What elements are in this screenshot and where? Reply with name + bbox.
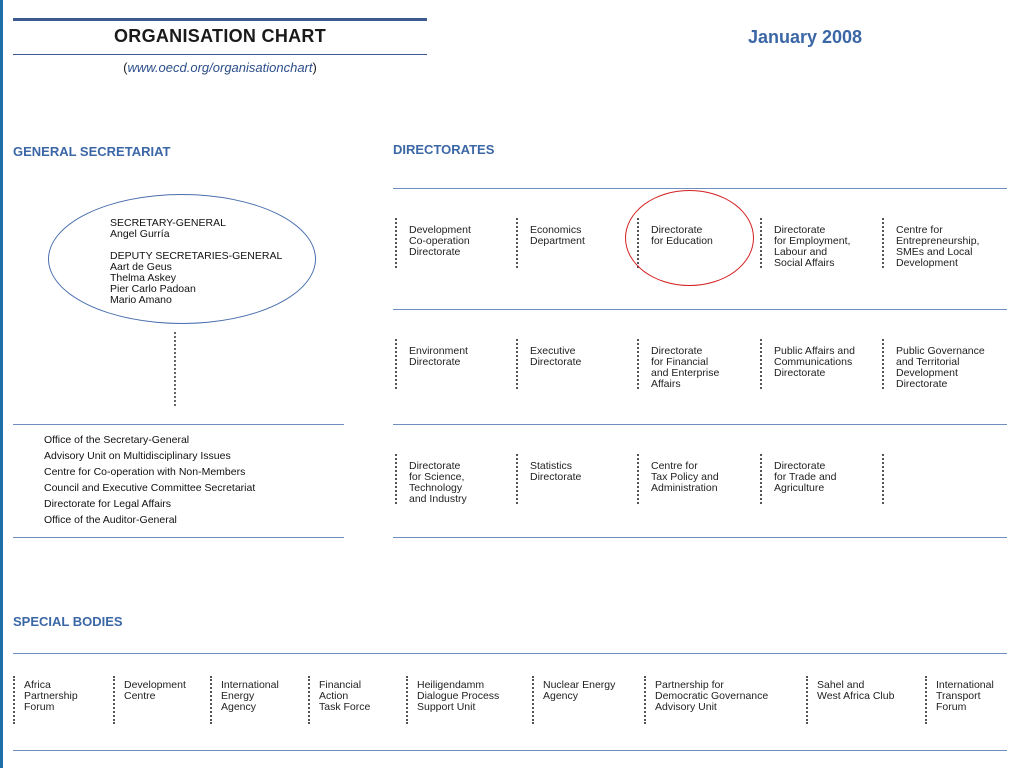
chart-title: ORGANISATION CHART bbox=[113, 26, 327, 46]
directorate-item: Executive Directorate bbox=[530, 345, 582, 368]
directorate-item: Directorate for Financial and Enterprise Affairs bbox=[651, 345, 720, 390]
column-separator bbox=[395, 218, 397, 268]
secretariat-rule-top bbox=[13, 424, 344, 425]
office-item: Directorate for Legal Affairs bbox=[44, 498, 172, 510]
special-body-item: Nuclear Energy Agency bbox=[543, 679, 616, 702]
column-separator bbox=[882, 339, 884, 389]
special-body-item: Africa Partnership Forum bbox=[24, 679, 78, 713]
special-body-item: International Energy Agency bbox=[221, 679, 279, 713]
office-item: Centre for Co-operation with Non-Members bbox=[44, 466, 246, 478]
directorate-item: Directorate for Education bbox=[651, 224, 713, 247]
special-body-item: International Transport Forum bbox=[936, 679, 994, 713]
office-item: Office of the Secretary-General bbox=[44, 434, 190, 446]
directorate-item: Centre for Entrepreneurship, SMEs and Local Development bbox=[896, 224, 980, 269]
column-separator bbox=[395, 339, 397, 389]
column-separator bbox=[113, 676, 115, 724]
special-bodies-heading: SPECIAL BODIES bbox=[13, 614, 123, 629]
special-body-item: Financial Action Task Force bbox=[319, 679, 371, 713]
special-body-item: Development Centre bbox=[124, 679, 186, 702]
education-highlight-circle bbox=[625, 190, 754, 286]
column-separator bbox=[637, 454, 639, 504]
left-edge-bar bbox=[0, 0, 3, 768]
directorates-rule bbox=[393, 424, 1007, 425]
column-separator bbox=[13, 676, 15, 724]
directorate-item: Centre for Tax Policy and Administration bbox=[651, 460, 719, 494]
column-separator bbox=[637, 339, 639, 389]
column-separator bbox=[516, 454, 518, 504]
directorate-item: Directorate for Science, Technology and Industry bbox=[409, 460, 467, 505]
office-item: Advisory Unit on Multidisciplinary Issues bbox=[44, 450, 231, 462]
general-secretariat-heading: GENERAL SECRETARIAT bbox=[13, 144, 171, 159]
column-separator bbox=[760, 339, 762, 389]
directorates-rule bbox=[393, 537, 1007, 538]
column-separator bbox=[516, 218, 518, 268]
secretariat-rule-bottom bbox=[13, 537, 344, 538]
column-separator bbox=[882, 218, 884, 268]
oval-connector-dots bbox=[174, 332, 176, 406]
directorates-heading: DIRECTORATES bbox=[393, 142, 495, 157]
secretary-general-names: SECRETARY-GENERAL Angel Gurría DEPUTY SECRETARIES-GENERAL Aart de Geus Thelma Askey Pier Carlo Padoan Mario Amano bbox=[110, 217, 283, 306]
column-separator bbox=[882, 454, 884, 504]
directorate-item: Public Governance and Territorial Development Directorate bbox=[896, 345, 985, 390]
url-link[interactable]: www.oecd.org/organisationchart bbox=[127, 60, 313, 75]
directorate-item: Development Co-operation Directorate bbox=[409, 224, 471, 258]
directorate-item: Directorate for Trade and Agriculture bbox=[774, 460, 837, 494]
column-separator bbox=[760, 454, 762, 504]
office-item: Council and Executive Committee Secretariat bbox=[44, 482, 256, 494]
special-bodies-rule-top bbox=[13, 653, 1007, 654]
column-separator bbox=[308, 676, 310, 724]
column-separator bbox=[406, 676, 408, 724]
directorate-item: Statistics Directorate bbox=[530, 460, 582, 483]
column-separator bbox=[516, 339, 518, 389]
directorate-item: Environment Directorate bbox=[409, 345, 468, 368]
column-separator bbox=[925, 676, 927, 724]
column-separator bbox=[210, 676, 212, 724]
directorate-item: Public Affairs and Communications Directorate bbox=[774, 345, 855, 379]
column-separator bbox=[760, 218, 762, 268]
title-rule-bottom bbox=[13, 54, 427, 55]
secretariat-office-list bbox=[44, 434, 255, 530]
column-separator bbox=[806, 676, 808, 724]
directorates-rule bbox=[393, 188, 1007, 189]
title-rule-top bbox=[13, 18, 427, 21]
directorate-item: Directorate for Employment, Labour and Social Affairs bbox=[774, 224, 851, 269]
column-separator bbox=[395, 454, 397, 504]
directorates-rule bbox=[393, 309, 1007, 310]
special-bodies-rule-bottom bbox=[13, 750, 1007, 751]
special-body-item: Heiligendamm Dialogue Process Support Unit bbox=[417, 679, 500, 713]
special-body-item: Partnership for Democratic Governance Advisory Unit bbox=[655, 679, 769, 713]
chart-url: (www.oecd.org/organisationchart) bbox=[123, 60, 317, 75]
directorate-item: Economics Department bbox=[530, 224, 585, 247]
special-body-item: Sahel and West Africa Club bbox=[817, 679, 895, 702]
office-item: Office of the Auditor-General bbox=[44, 514, 177, 526]
column-separator bbox=[532, 676, 534, 724]
chart-date: January 2008 bbox=[747, 27, 863, 47]
column-separator bbox=[644, 676, 646, 724]
